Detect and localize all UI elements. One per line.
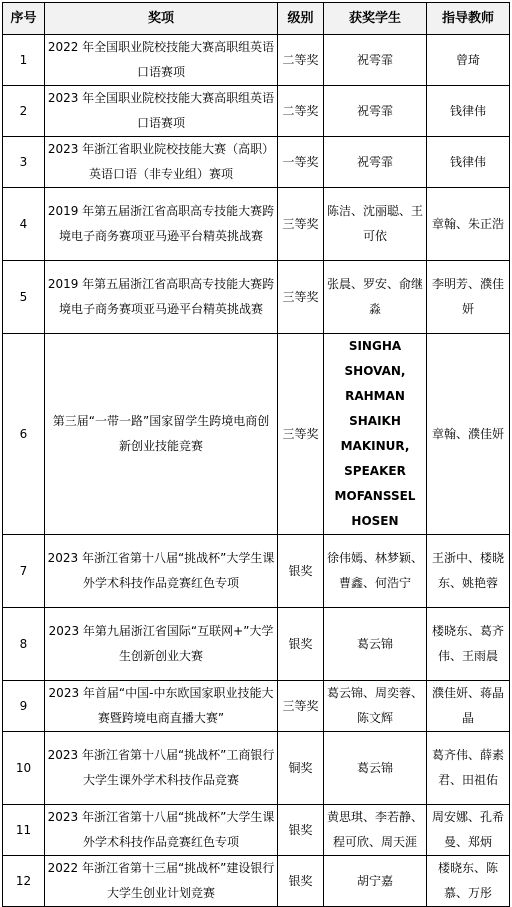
cell-level: 银奖: [278, 805, 324, 856]
header-level: 级别: [278, 3, 324, 35]
cell-students: 祝雩霏: [324, 35, 427, 86]
cell-award: 第三届“一带一路”国家留学生跨境电商创新创业技能竞赛: [45, 334, 278, 535]
cell-students: 胡宁嘉: [324, 856, 427, 907]
cell-level: 二等奖: [278, 35, 324, 86]
cell-no: 4: [3, 188, 45, 261]
cell-level: 一等奖: [278, 137, 324, 188]
cell-students: 祝雩霏: [324, 86, 427, 137]
table-row: [3, 608, 510, 681]
cell-teachers: 楼晓东、陈慕、万彤: [427, 856, 510, 907]
cell-no: 11: [3, 805, 45, 856]
cell-no: 2: [3, 86, 45, 137]
cell-teachers: 章翰、朱正浩: [427, 188, 510, 261]
cell-level: 银奖: [278, 856, 324, 907]
cell-no: 3: [3, 137, 45, 188]
cell-students: 祝雩霏: [324, 137, 427, 188]
cell-award: 2019 年第五届浙江省高职高专技能大赛跨境电子商务赛项亚马逊平台精英挑战赛: [45, 188, 278, 261]
table-row: [3, 535, 510, 608]
cell-students: 陈洁、沈丽聪、王可依: [324, 188, 427, 261]
cell-no: 10: [3, 732, 45, 805]
awards-table: [2, 2, 510, 907]
table-row: [3, 805, 510, 856]
table-row: [3, 261, 510, 334]
table-row: [3, 86, 510, 137]
cell-teachers: 钱律伟: [427, 86, 510, 137]
cell-teachers: 钱律伟: [427, 137, 510, 188]
cell-teachers: 葛齐伟、薛素君、田祖佑: [427, 732, 510, 805]
cell-teachers: 李明芳、濮佳妍: [427, 261, 510, 334]
header-students: 获奖学生: [324, 3, 427, 35]
table-row: [3, 35, 510, 86]
table-row: [3, 334, 510, 535]
cell-no: 8: [3, 608, 45, 681]
cell-teachers: 曾琦: [427, 35, 510, 86]
header-teachers: 指导教师: [427, 3, 510, 35]
cell-students: 黄思琪、李若静、程可欣、周天涯: [324, 805, 427, 856]
cell-level: 三等奖: [278, 261, 324, 334]
cell-award: 2022 年浙江省第十三届“挑战杯”建设银行大学生创业计划竞赛: [45, 856, 278, 907]
table-row: [3, 137, 510, 188]
cell-students: 张晨、罗安、俞继淼: [324, 261, 427, 334]
cell-level: 三等奖: [278, 681, 324, 732]
header-row: [3, 3, 510, 35]
cell-award: 2023 年全国职业院校技能大赛高职组英语口语赛项: [45, 86, 278, 137]
cell-award: 2022 年全国职业院校技能大赛高职组英语口语赛项: [45, 35, 278, 86]
cell-level: 银奖: [278, 608, 324, 681]
cell-award: 2023 年浙江省第十八届“挑战杯”大学生课外学术科技作品竞赛红色专项: [45, 535, 278, 608]
cell-no: 5: [3, 261, 45, 334]
cell-award: 2023 年浙江省职业院校技能大赛（高职）英语口语（非专业组）赛项: [45, 137, 278, 188]
table-row: [3, 681, 510, 732]
cell-students: 葛云锦: [324, 732, 427, 805]
cell-no: 6: [3, 334, 45, 535]
table-row: [3, 732, 510, 805]
table-row: [3, 188, 510, 261]
cell-level: 二等奖: [278, 86, 324, 137]
cell-teachers: 濮佳妍、蒋晶晶: [427, 681, 510, 732]
cell-level: 铜奖: [278, 732, 324, 805]
cell-students: 葛云锦: [324, 608, 427, 681]
table-row: [3, 856, 510, 907]
cell-level: 三等奖: [278, 334, 324, 535]
cell-teachers: 章翰、濮佳妍: [427, 334, 510, 535]
cell-award: 2019 年第五届浙江省高职高专技能大赛跨境电子商务赛项亚马逊平台精英挑战赛: [45, 261, 278, 334]
cell-award: 2023 年首届“中国-中东欧国家职业技能大赛暨跨境电商直播大赛”: [45, 681, 278, 732]
cell-teachers: 王浙中、楼晓东、姚艳蓉: [427, 535, 510, 608]
cell-award: 2023 年浙江省第十八届“挑战杯”工商银行大学生课外学术科技作品竞赛: [45, 732, 278, 805]
cell-level: 三等奖: [278, 188, 324, 261]
cell-students: 葛云锦、周奕蓉、陈文辉: [324, 681, 427, 732]
header-no: 序号: [3, 3, 45, 35]
cell-no: 9: [3, 681, 45, 732]
cell-award: 2023 年浙江省第十八届“挑战杯”大学生课外学术科技作品竞赛红色专项: [45, 805, 278, 856]
cell-no: 1: [3, 35, 45, 86]
cell-teachers: 周安娜、孔希曼、郑炳: [427, 805, 510, 856]
cell-teachers: 楼晓东、葛齐伟、王雨晨: [427, 608, 510, 681]
cell-level: 银奖: [278, 535, 324, 608]
cell-students: 徐伟嫣、林梦颖、曹鑫、何浩宁: [324, 535, 427, 608]
cell-no: 12: [3, 856, 45, 907]
cell-no: 7: [3, 535, 45, 608]
cell-award: 2023 年第九届浙江省国际“互联网+”大学生创新创业大赛: [45, 608, 278, 681]
header-award: 奖项: [45, 3, 278, 35]
cell-students: SINGHA SHOVAN, RAHMAN SHAIKH MAKINUR, SPEAKER MOFANSSEL HOSEN: [324, 334, 427, 535]
